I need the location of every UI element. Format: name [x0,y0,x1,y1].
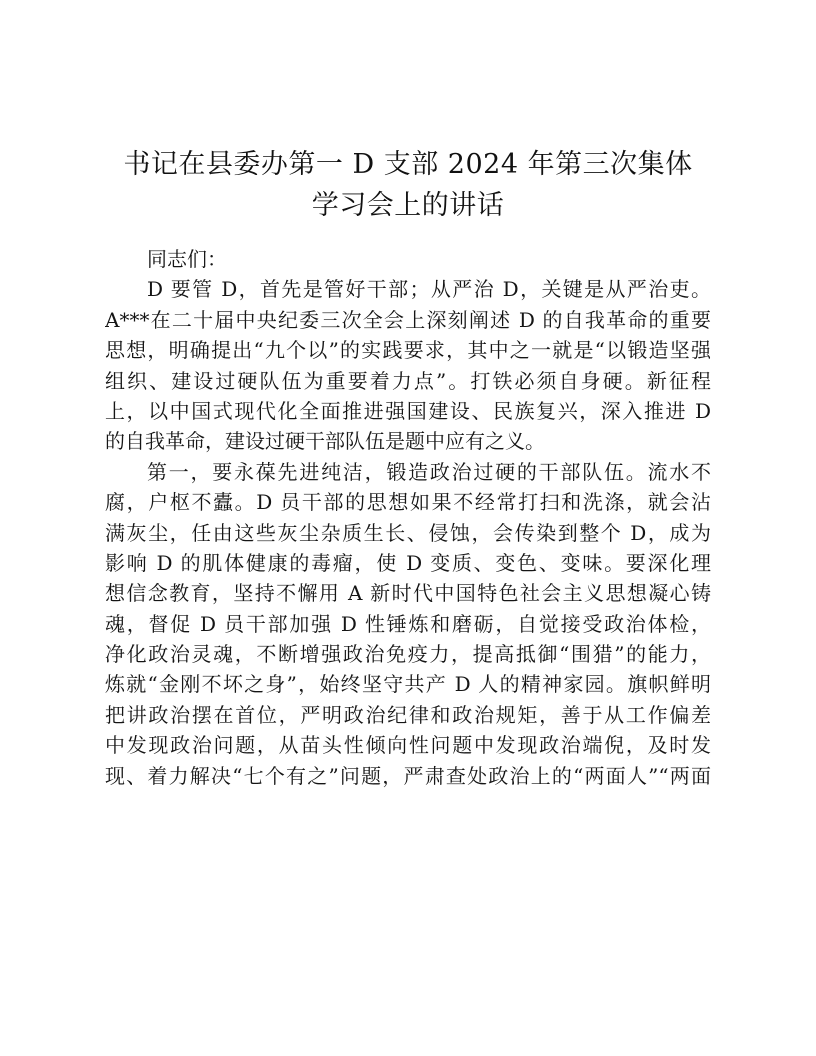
paragraph-line: A***在二十届中央纪委三次全会上深刻阐述 D 的自我革命的重要 [105,307,711,332]
paragraph-line: 上，以中国式现代化全面推进强国建设、民族复兴，深入推进 D [105,398,711,423]
paragraph-line: 思想，明确提出“九个以”的实践要求，其中之一就是“以锻造坚强 [105,338,711,363]
paragraph-line: 炼就“金刚不坏之身”，始终坚守共产 D 人的精神家园。旗帜鲜明 [105,672,711,697]
paragraph-line: 影响 D 的肌体健康的毒瘤，使 D 变质、变色、变味。要深化理 [105,550,711,575]
paragraph-line: 魂，督促 D 员干部加强 D 性锤炼和磨砺，自觉接受政治体检， [105,611,711,636]
title-line-2: 学习会上的讲话 [311,190,505,221]
paragraph-line: D 要管 D，首先是管好干部；从严治 D，关键是从严治吏。 [147,277,711,302]
document-body [105,244,711,791]
paragraph-line: 净化政治灵魂，不断增强政治免疫力，提高抵御“围猎”的能力， [105,642,711,667]
paragraph-line: 的自我革命，建设过硬干部队伍是题中应有之义。 [105,429,545,454]
paragraph-intro [105,274,711,456]
paragraph-line: 把讲政治摆在首位，严明政治纪律和政治规矩，善于从工作偏差 [105,702,711,727]
paragraph-line: 满灰尘，任由这些灰尘杂质生长、侵蚀，会传染到整个 D，成为 [105,520,711,545]
document-title [100,144,716,226]
title-line-1: 书记在县委办第一 D 支部 2024 年第三次集体 [123,149,693,180]
paragraph-line: 组织、建设过硬队伍为重要着力点”。打铁必须自身硬。新征程 [105,368,711,393]
paragraph-line: 第一，要永葆先进纯洁，锻造政治过硬的干部队伍。流水不 [147,459,711,484]
paragraph-first-point [105,457,711,791]
paragraph-line: 中发现政治问题，从苗头性倾向性问题中发现政治端倪，及时发 [105,733,711,758]
salutation: 同志们： [147,247,227,271]
paragraph-line: 想信念教育，坚持不懈用 A 新时代中国特色社会主义思想凝心铸 [105,581,711,606]
paragraph-line: 腐，户枢不蠹。D 员干部的思想如果不经常打扫和洗涤，就会沾 [105,490,711,515]
paragraph-line: 现、着力解决“七个有之”问题，严肃查处政治上的“两面人”“两面 [105,763,711,788]
